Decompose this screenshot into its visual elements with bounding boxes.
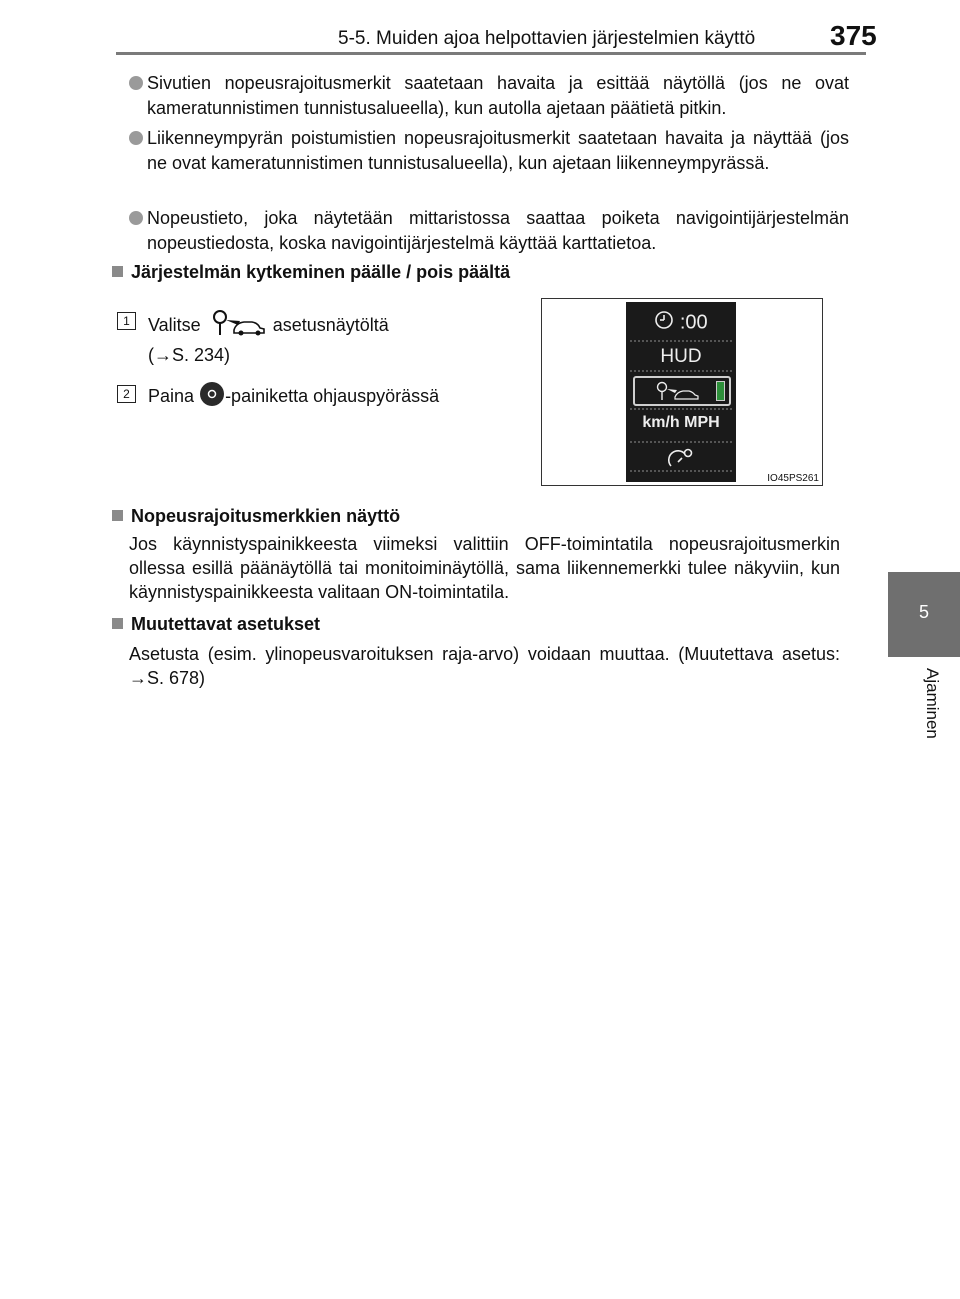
divider	[630, 441, 732, 443]
settings-reference[interactable]: S. 678)	[147, 668, 206, 688]
divider	[630, 370, 732, 372]
square-bullet-icon	[112, 510, 123, 521]
divider	[630, 408, 732, 410]
settings-screen-figure	[541, 298, 823, 486]
section-settings-text: Asetusta (esim. ylinopeusvaroituksen raja-arvo) voidaan muuttaa. (Muutettava asetus: →S. 678)	[129, 644, 840, 688]
bullet-text: Nopeustieto, joka näytetään mittaristossa saattaa poiketa navigointijärjestelmän nopeustiedosta, koska navigointijärjestelmä käyttää karttatietoa.	[147, 208, 849, 253]
bullet-dot-icon	[129, 76, 143, 90]
square-bullet-icon	[112, 618, 123, 629]
toggle-indicator	[716, 381, 725, 401]
section-display-text: Jos käynnistyspainikkeesta viimeksi valittiin OFF-toimintatila nopeusrajoitusmerkin ollessa esillä päänäytöllä tai monitoiminäytöllä, sama liikennemerkki tulee näkyviin, kun käynnistyspainikkeesta valitaan ON-toimintatila.	[129, 534, 840, 602]
step-number-2: 2	[117, 385, 136, 403]
car-settings-icon	[206, 308, 268, 344]
page-number: 375	[830, 20, 877, 51]
display-screen	[626, 302, 736, 482]
ok-button-icon	[199, 381, 225, 413]
figure-id: IO45PS261	[767, 473, 819, 484]
bullet-text: Liikenneympyrän poistumistien nopeusrajoitusmerkit saatetaan havaita ja näyttää (jos ne ovat kameratunnistimen tunnistusalueella), kun ajetaan liikenneympyrässä.	[147, 128, 849, 173]
divider	[630, 340, 732, 342]
bullet-text: Sivutien nopeusrajoitusmerkit saatetaan havaita ja esittää näytöllä (jos ne ovat kameratunnistimen tunnistusalueella), kun autolla ajetaan päätietä pitkin.	[147, 73, 849, 118]
section-heading-display: Nopeusrajoitusmerkkien näyttö	[112, 506, 400, 527]
section-heading-settings: Muutettavat asetukset	[112, 614, 320, 635]
clock-row: :00	[626, 310, 736, 336]
step-2-text: Paina -painiketta ohjauspyörässä	[148, 381, 439, 413]
clock-icon	[654, 310, 674, 336]
chapter-tab[interactable]	[888, 572, 960, 657]
bullet-dot-icon	[129, 131, 143, 145]
bullet-dot-icon	[129, 211, 143, 225]
square-bullet-icon	[112, 266, 123, 277]
section-heading-onoff: Järjestelmän kytkeminen päälle / pois päältä	[112, 262, 510, 283]
chapter-number: 5	[918, 602, 929, 622]
bullet-item	[129, 71, 849, 120]
bullet-item	[129, 206, 849, 255]
step-1-reference[interactable]: (→S. 234)	[148, 345, 231, 365]
hud-label: HUD	[660, 346, 702, 367]
arrow-right-icon: →	[129, 668, 147, 688]
bullet-item	[129, 126, 849, 175]
chapter-label: Ajaminen	[923, 668, 942, 739]
header-divider	[116, 52, 866, 55]
section-title: 5-5. Muiden ajoa helpottavien järjestelmien käyttö	[338, 28, 756, 49]
units-label: km/h MPH	[642, 414, 720, 431]
speed-sign-setting-row[interactable]	[633, 376, 731, 406]
divider	[630, 470, 732, 472]
step-1-text: Valitse asetusnäytöltä	[148, 308, 389, 344]
arrow-right-icon: →	[154, 345, 172, 365]
speed-sign-icon	[653, 380, 701, 407]
step-number-1: 1	[117, 312, 136, 330]
